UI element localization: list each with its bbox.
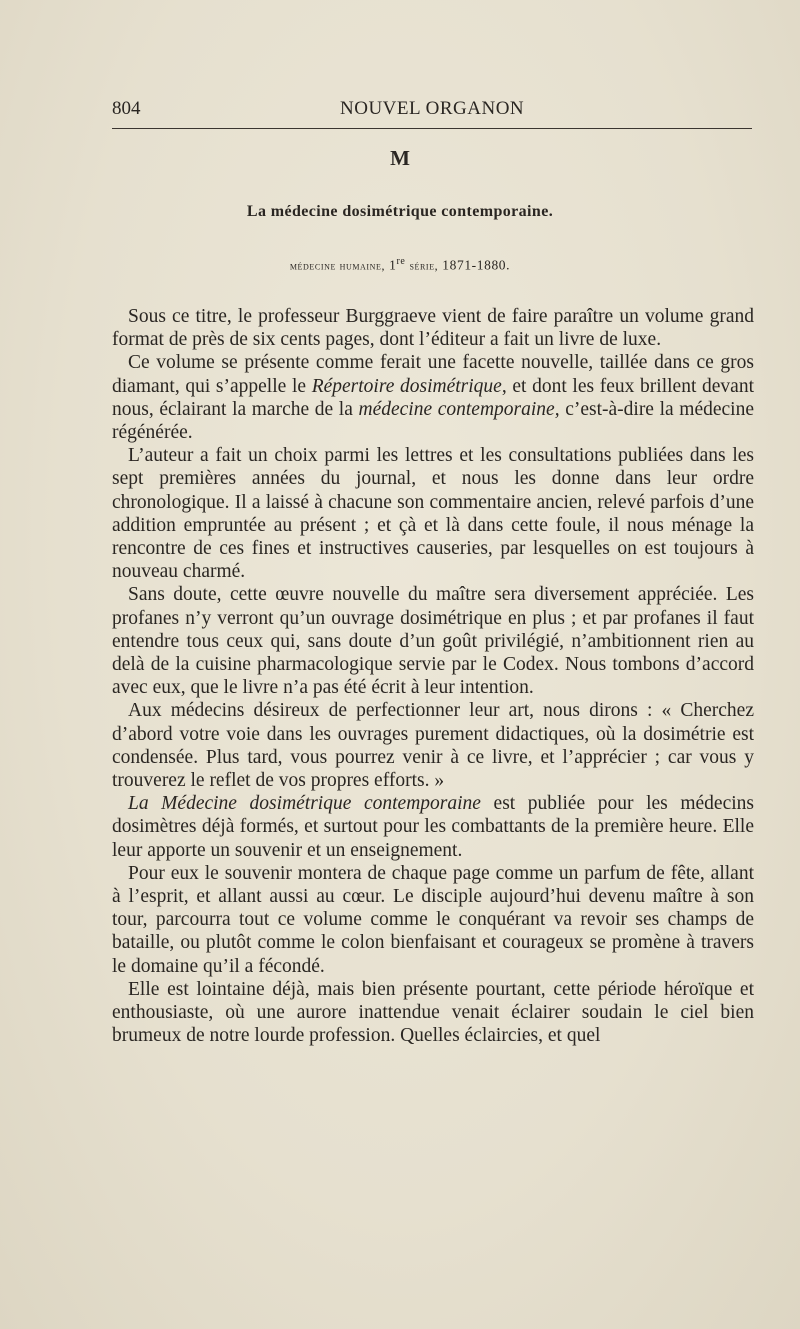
italic-title: La Médecine dosimétrique contemporaine	[128, 793, 481, 815]
paragraph-text: c’est-à-dire la médecine régénérée.	[112, 398, 754, 444]
paragraph-8	[112, 978, 754, 1048]
paragraph-text: Pour eux le souvenir montera de chaque page comme un parfum de fête, allant à l’esprit, et allant aussi au cœur. Le disciple aujourd’hui devenu maître à son tour, parcourra tout ce volume comme le conquérant va revoir ses champs de bataille, ou plutôt comme le colon bienfaisant et courageux se promène à travers le domaine qu’il a fécondé.	[112, 862, 754, 977]
paragraph-4	[112, 583, 754, 699]
paragraph-text: Sans doute, cette œuvre nouvelle du maître sera diversement appréciée. Les profanes n’y verront qu’un ouvrage dosimétrique en plus ; et par profanes il faut entendre tous ceux qui, sans doute d’un goût privilégié, n’ambitionnent rien au delà de la cuisine pharmacologique servie par le Codex. Nous tombons d’accord avec eux, que le livre n’a pas été écrit à leur intention.	[112, 584, 754, 699]
subtitle-series-word: série,	[409, 258, 439, 273]
article-title: La médecine dosimétrique contemporaine.	[246, 203, 554, 220]
section-letter: M	[390, 146, 410, 170]
paragraph-text: Elle est lointaine déjà, mais bien présente pourtant, cette période héroïque et enthousiaste, où une aurore inattendue venait éclairer soudain le ciel bien brumeux de notre lourde profession. Quelles éclaircies, et quel	[112, 978, 754, 1047]
subtitle-series-num: 1	[389, 257, 397, 273]
paragraph-3	[112, 444, 754, 583]
paragraph-7	[112, 862, 754, 978]
subtitle-series-sup: re	[396, 256, 406, 267]
paragraph-2	[112, 351, 754, 444]
italic-term: médecine contemporaine,	[358, 398, 560, 420]
page-number: 804	[112, 98, 141, 119]
paragraph-text: Aux médecins désireux de perfectionner leur art, nous dirons : « Cherchez d’abord votre voie dans les ouvrages purement didactiques, où la dosimétrie est condensée. Plus tard, vous pourrez venir à ce livre, et l’apprécier ; car vous y trouverez le reflet de vos propres efforts. »	[112, 700, 754, 792]
paragraph-5	[112, 699, 754, 792]
paragraph-text: Ce volume se présente comme ferait une facette nouvelle, taillée dans ce gros diamant, qui s’appelle le	[112, 352, 754, 397]
paragraph-text: , et dont les feux brillent devant nous, éclairant la marche de la	[112, 375, 754, 420]
subtitle-part1: médecine humaine,	[289, 258, 386, 273]
paragraph-6	[112, 792, 754, 862]
article-subtitle	[0, 256, 800, 274]
header-rule	[112, 128, 752, 129]
paragraph-text: L’auteur a fait un choix parmi les lettres et les consultations publiées dans les sept premières années du journal, et nous les donne dans leur ordre chronologique. Il a laissé à chacune son commentaire ancien, relevé parfois d’une addition empruntée au présent ; et çà et là dans cette foule, il nous ménage la rencontre de ces fines et instructives causeries, par lesquelles on est toujours à nouveau charmé.	[112, 445, 754, 583]
subtitle-years: 1871-1880.	[442, 257, 511, 273]
paragraph-1	[112, 305, 754, 351]
running-head	[112, 98, 752, 124]
running-title: NOUVEL ORGANON	[340, 98, 525, 119]
paragraph-text: Sous ce titre, le professeur Burggraeve vient de faire paraître un volume grand format de près de six cents pages, dont l’éditeur a fait un livre de luxe.	[112, 306, 754, 351]
paragraph-text: est publiée pour les médecins dosimètres déjà formés, et surtout pour les combattants de la première heure. Elle leur apporte un souvenir et un enseignement.	[112, 793, 755, 861]
italic-title: Répertoire dosimétrique	[311, 375, 502, 397]
article-body	[112, 305, 754, 1048]
